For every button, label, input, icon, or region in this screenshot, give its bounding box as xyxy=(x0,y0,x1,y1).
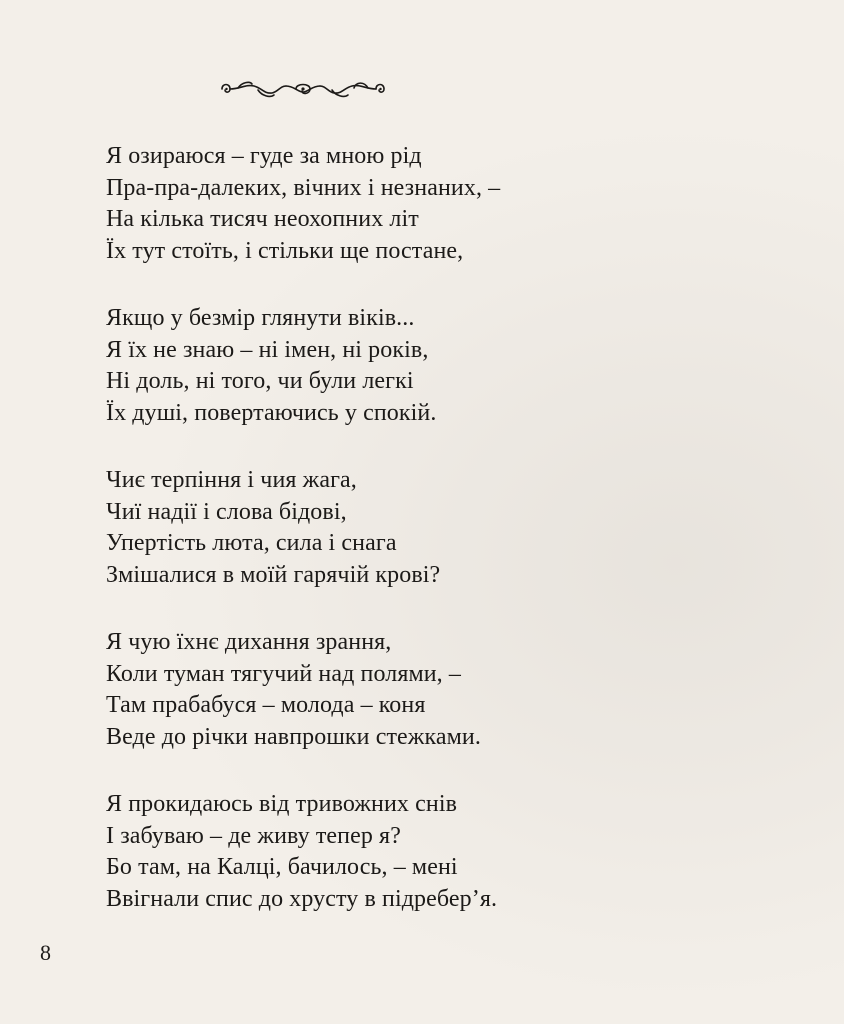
poem-line: Я їх не знаю – ні імен, ні років, xyxy=(106,336,429,363)
poem-line: Пра-пра-далеких, вічних і незнаних, – xyxy=(106,174,501,201)
poem-line: Я чую їхнє дихання зрання, xyxy=(106,629,392,655)
poem-line: Їх тут стоїть, і стільки ще постане, xyxy=(106,237,464,264)
poem-line: Їх душі, повертаючись у спокій. xyxy=(106,399,437,426)
poem xyxy=(106,141,746,951)
poem-line: Ні доль, ні того, чи були легкі xyxy=(106,368,414,394)
poem-line: Чиє терпіння і чия жага, xyxy=(106,467,357,493)
stanza-5 xyxy=(106,789,746,915)
poem-line: Я прокидаюсь від тривожних снів xyxy=(106,791,458,817)
poem-line: Веде до річки навпрошки стежками. xyxy=(106,723,481,750)
page-number: 8 xyxy=(40,940,51,965)
poem-line: Ввігнали спис до хрусту в підребер’я. xyxy=(106,885,498,912)
poem-line: Чиї надії і слова бідові, xyxy=(106,498,347,525)
poem-line: Коли туман тягучий над полями, – xyxy=(106,660,461,687)
stanza-3 xyxy=(106,465,746,591)
poem-line: Якщо у безмір глянути віків... xyxy=(106,305,415,331)
poem-line: Бо там, на Калці, бачилось, – мені xyxy=(106,854,458,880)
poem-line: На кілька тисяч неохопних літ xyxy=(106,206,419,232)
poem-line: І забуваю – де живу тепер я? xyxy=(106,822,401,849)
poem-line: Я озираюся – гуде за мною рід xyxy=(106,143,422,169)
poem-line: Там прабабуся – молода – коня xyxy=(106,692,426,718)
poem-line: Упертість люта, сила і снага xyxy=(106,530,397,556)
poem-line: Змішалися в моїй гарячій крові? xyxy=(106,561,441,588)
decorative-scroll-flourish-icon xyxy=(218,74,388,104)
stanza-2 xyxy=(106,303,746,429)
stanza-4 xyxy=(106,627,746,753)
stanza-1 xyxy=(106,141,746,267)
